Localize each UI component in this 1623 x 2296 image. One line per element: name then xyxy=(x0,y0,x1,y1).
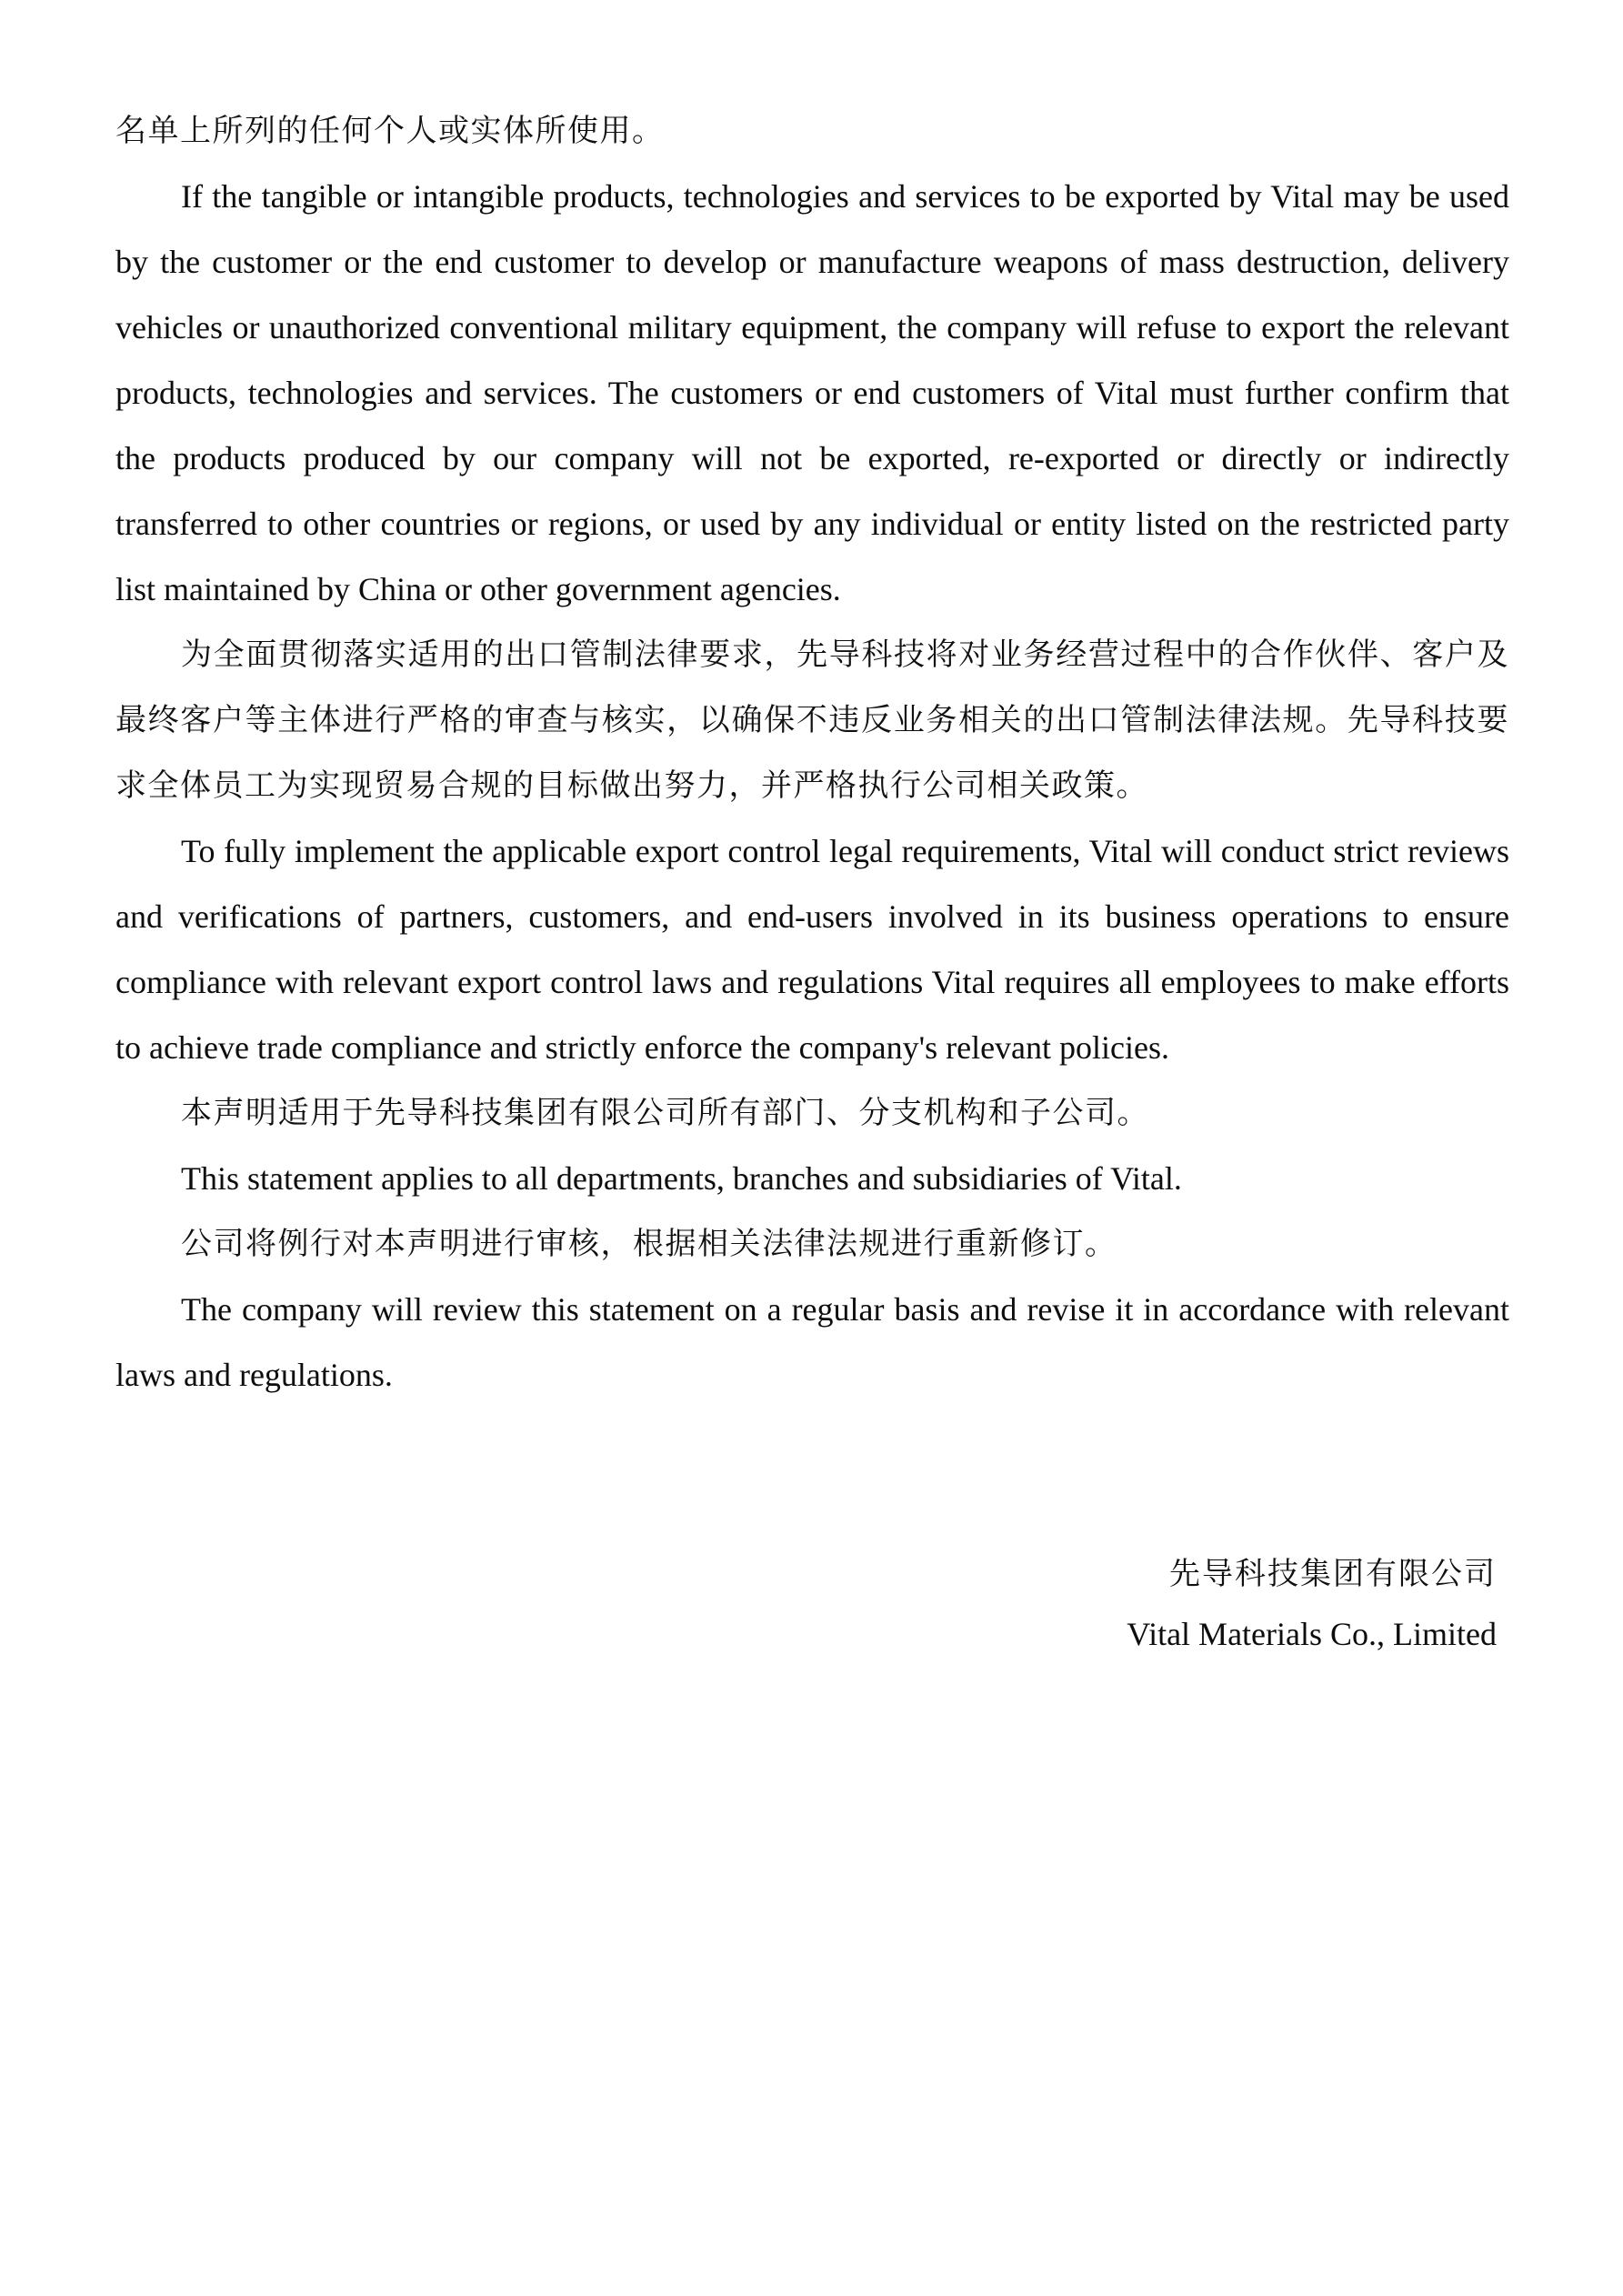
paragraph-en-1: If the tangible or intangible products, technologies and services to be exported by Vital may be used by the customer or the end customer to develop or manufacture weapons of mass destruction, delivery vehicles or unauthorized conventional military equipment, the company will refuse to export the relevant products, technologies and services. The customers or end customers of Vital must further confirm that the products produced by our company will not be exported, re-exported or directly or indirectly transferred to other countries or regions, or used by any individual or entity listed on the restricted party list maintained by China or other government agencies. xyxy=(115,178,1509,607)
paragraph-en-4: The company will review this statement on a regular basis and revise it in accordance with relevant laws and regulations. xyxy=(115,1291,1509,1393)
paragraph-cn-2: 为全面贯彻落实适用的出口管制法律要求，先导科技将对业务经营过程中的合作伙伴、客户及最终客户等主体进行严格的审查与核实，以确保不违反业务相关的出口管制法律法规。先导科技要求全体员工为实现贸易合规的目标做出努力，并严格执行公司相关政策。 xyxy=(115,637,1509,804)
signature-company-cn: 先导科技集团有限公司 xyxy=(1169,1556,1497,1592)
paragraph-cn-3: 本声明适用于先导科技集团有限公司所有部门、分支机构和子公司。 xyxy=(181,1095,1149,1131)
paragraph-en-3: This statement applies to all departments, branches and subsidiaries of Vital. xyxy=(181,1160,1182,1197)
paragraph-cn-4: 公司将例行对本声明进行审核，根据相关法律法规进行重新修订。 xyxy=(181,1226,1117,1262)
document-body xyxy=(115,98,1509,1664)
paragraph-en-2: To fully implement the applicable export control legal requirements, Vital will conduct strict reviews and verifications of partners, customers, and end-users involved in its business operations to ensure compliance with relevant export control laws and regulations Vital requires all employees to make efforts to achieve trade compliance and strictly enforce the company's relevant policies. xyxy=(115,833,1509,1066)
paragraph-cn-continuation: 名单上所列的任何个人或实体所使用。 xyxy=(115,113,665,149)
signature-company-en: Vital Materials Co., Limited xyxy=(1127,1616,1497,1652)
signature-block xyxy=(115,1544,1509,1664)
